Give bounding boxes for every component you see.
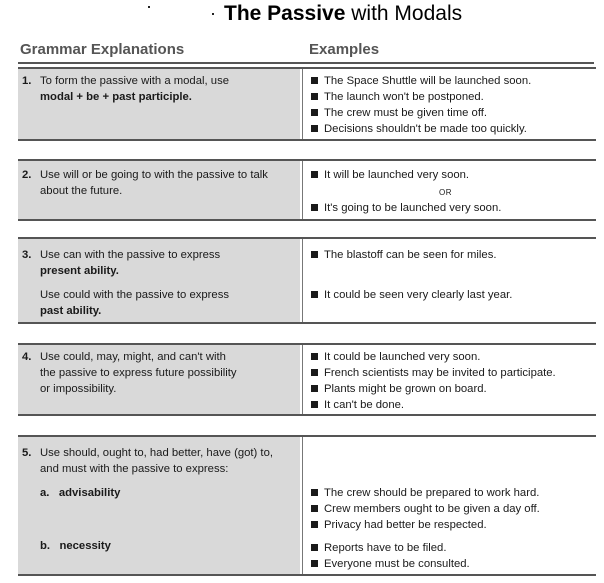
- section-number: 1.: [22, 75, 32, 87]
- example-item: It can't be done.: [311, 398, 404, 413]
- grammar-section-3: [18, 237, 596, 324]
- page-title: The Passive with Modals: [224, 2, 463, 25]
- bullet-icon: [311, 544, 318, 551]
- explanation-line: Use can with the passive to express: [40, 249, 221, 261]
- example-item: It could be launched very soon.: [311, 350, 480, 365]
- column-header-explanations: Grammar Explanations: [20, 41, 185, 58]
- bullet-icon: [311, 171, 318, 178]
- grammar-section-1: [18, 67, 596, 141]
- example-item: French scientists may be invited to participate.: [311, 366, 556, 381]
- subpoint-b: b. necessity: [40, 540, 111, 552]
- explanation-cell: [18, 161, 300, 219]
- example-item: The crew should be prepared to work hard.: [311, 486, 539, 501]
- explanation-line: past ability.: [40, 305, 102, 317]
- examples-cell: [302, 161, 596, 219]
- bullet-icon: [311, 560, 318, 567]
- explanation-line: the passive to express future possibility: [40, 367, 237, 379]
- examples-cell: [302, 239, 596, 322]
- example-item: It's going to be launched very soon.: [311, 201, 501, 216]
- bullet-icon: [311, 385, 318, 392]
- example-item: Everyone must be consulted.: [311, 557, 470, 572]
- bullet-icon: [311, 125, 318, 132]
- bullet-icon: [311, 109, 318, 116]
- section-number: 2.: [22, 169, 32, 181]
- explanation-line: modal + be + past participle.: [40, 91, 192, 103]
- example-item: Reports have to be filed.: [311, 541, 446, 556]
- bullet-icon: [311, 77, 318, 84]
- explanation-cell: [18, 69, 300, 139]
- or-label: OR: [439, 188, 452, 197]
- bullet-icon: [311, 251, 318, 258]
- bullet-icon: [311, 291, 318, 298]
- header-rule: [18, 62, 594, 64]
- bullet-icon: [311, 93, 318, 100]
- bullet-icon: [311, 505, 318, 512]
- speck: [212, 13, 214, 15]
- explanation-line: To form the passive with a modal, use: [40, 75, 229, 87]
- explanation-cell: [18, 239, 300, 322]
- explanation-line: Use could, may, might, and can't with: [40, 351, 226, 363]
- examples-cell: [302, 345, 596, 414]
- grammar-section-4: [18, 343, 596, 416]
- example-item: Plants might be grown on board.: [311, 382, 487, 397]
- explanation-line: Use could with the passive to express: [40, 289, 230, 301]
- section-number: 3.: [22, 249, 32, 261]
- example-item: Crew members ought to be given a day off.: [311, 502, 540, 517]
- example-item: Decisions shouldn't be made too quickly.: [311, 122, 527, 137]
- examples-cell: [302, 69, 596, 139]
- explanation-cell: [18, 345, 300, 414]
- explanation-line: Use will or be going to with the passive to talk: [40, 169, 268, 181]
- grammar-section-2: [18, 159, 596, 221]
- bullet-icon: [311, 353, 318, 360]
- example-item: Privacy had better be respected.: [311, 518, 487, 533]
- explanation-line: and must with the passive to express:: [40, 463, 229, 475]
- example-item: The launch won't be postponed.: [311, 90, 484, 105]
- explanation-cell: [18, 437, 300, 574]
- section-number: 5.: [22, 447, 32, 459]
- example-item: The blastoff can be seen for miles.: [311, 248, 496, 263]
- example-item: The crew must be given time off.: [311, 106, 487, 121]
- bullet-icon: [311, 489, 318, 496]
- examples-cell: [302, 437, 596, 574]
- bullet-icon: [311, 369, 318, 376]
- section-number: 4.: [22, 351, 32, 363]
- column-header-examples: Examples: [309, 41, 380, 58]
- bullet-icon: [311, 204, 318, 211]
- explanation-line: about the future.: [40, 185, 123, 197]
- bullet-icon: [311, 521, 318, 528]
- grammar-section-5: [18, 435, 596, 576]
- explanation-line: or impossibility.: [40, 383, 117, 395]
- subpoint-a: a. advisability: [40, 487, 121, 499]
- explanation-line: Use should, ought to, had better, have (got) to,: [40, 447, 273, 459]
- bullet-icon: [311, 401, 318, 408]
- speck: [148, 6, 150, 8]
- example-item: It will be launched very soon.: [311, 168, 469, 183]
- example-item: The Space Shuttle will be launched soon.: [311, 74, 531, 89]
- example-item: It could be seen very clearly last year.: [311, 288, 512, 303]
- explanation-line: present ability.: [40, 265, 119, 277]
